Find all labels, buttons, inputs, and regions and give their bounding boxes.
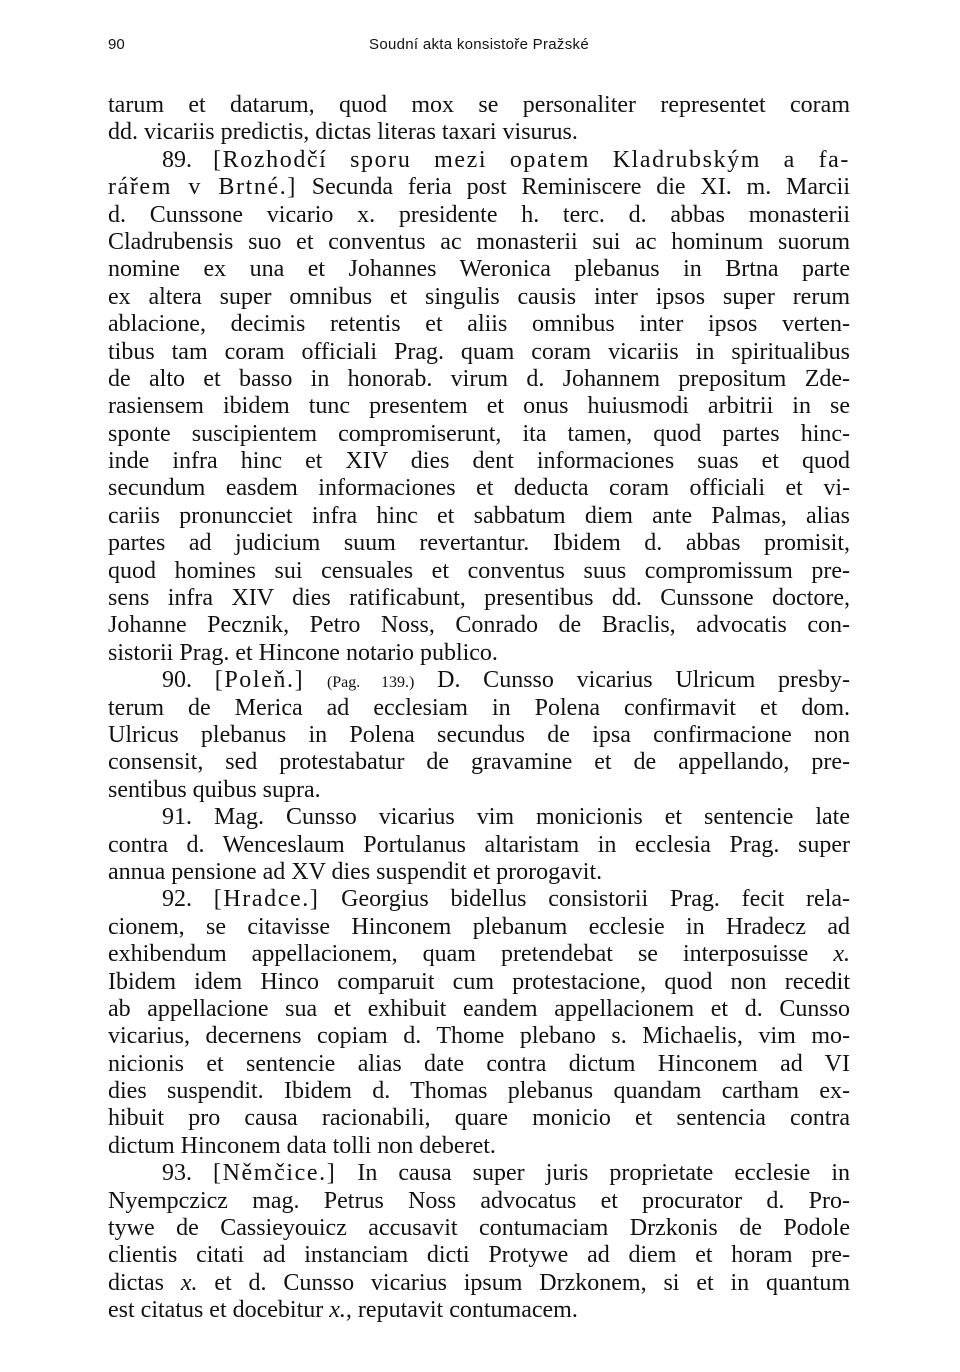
text-line xyxy=(108,311,850,338)
siglum: x., xyxy=(329,1297,352,1324)
text-line xyxy=(108,859,850,886)
text-line xyxy=(108,914,850,941)
text-run: et d. Cunsso vicarius ipsum Drzkonem, si et in quantum xyxy=(214,1269,851,1296)
text-run: quod homines sui censuales et conventus suus compromissum pre- xyxy=(108,557,850,584)
text-run: hibuit pro causa racionabili, quare monicio et sentencia contra xyxy=(108,1105,850,1132)
text-line xyxy=(108,1188,850,1215)
text-run: vicarius, decernens copiam d. Thome plebano s. Michaelis, vim mo- xyxy=(108,1023,850,1050)
text-run: dictum Hinconem data tolli non deberet. xyxy=(108,1132,496,1159)
text-line xyxy=(108,1105,850,1132)
text-line xyxy=(108,202,850,229)
text-run: sistorii Prag. et Hincone notario publico. xyxy=(108,639,498,666)
text-run: ex altera super omnibus et singulis causis inter ipsos super rerum xyxy=(108,283,850,310)
running-head: Soudní akta konsistoře Pražské xyxy=(369,36,589,53)
text-run: exhibendum appellacionem, quam pretendebat se interposuisse xyxy=(108,941,809,968)
text-run: tibus tam coram officiali Prag. quam coram vicariis in spiritualibus xyxy=(108,338,850,365)
text-run: partes ad judicium suum revertantur. Ibidem d. abbas promisit, xyxy=(108,530,850,557)
text-run: de alto et basso in honorab. virum d. Johannem prepositum Zde- xyxy=(108,365,850,392)
text-run: Johanne Pecznik, Petro Noss, Conrado de Braclis, advocatis con- xyxy=(108,612,850,639)
text-run: cionem, se citavisse Hinconem plebanum ecclesie in Hradecz ad xyxy=(108,913,850,940)
text-run: dd. vicariis predictis, dictas literas taxari visurus. xyxy=(108,119,578,146)
text-line xyxy=(108,1133,850,1160)
text-line xyxy=(108,1297,850,1324)
text-line xyxy=(108,366,850,393)
text-run: inde infra hinc et XIV dies dent informaciones suas et quod xyxy=(108,448,850,475)
page-header xyxy=(108,36,850,60)
text-line xyxy=(108,530,850,557)
text-run: sponte suscipientem compromiserunt, ita tamen, quod partes hinc- xyxy=(108,420,850,447)
text-line xyxy=(108,558,850,585)
text-line xyxy=(108,448,850,475)
entry-number: 93. xyxy=(162,1160,192,1187)
text-run: reputavit contumacem. xyxy=(357,1297,578,1324)
text-run: Ibidem idem Hinco comparuit cum protestacione, quod non recedit xyxy=(108,968,850,995)
text-line xyxy=(108,722,850,749)
text-run: ablacione, decimis retentis et aliis omnibus inter ipsos verten- xyxy=(108,311,850,338)
page-number: 90 xyxy=(108,36,125,53)
text-line xyxy=(108,585,850,612)
text-run: annua pensione ad XV dies suspendit et prorogavit. xyxy=(108,858,603,885)
text-run: d. Cunssone vicario x. presidente h. terc. d. abbas monasterii xyxy=(108,201,850,228)
text-run: Cladrubensis suo et conventus ac monasterii sui ac hominum suorum xyxy=(108,228,850,255)
text-run: sens infra XIV dies ratificabunt, presentibus dd. Cunssone doctore, xyxy=(108,585,850,612)
entry-90-heading-line xyxy=(108,667,850,694)
text-line xyxy=(108,777,850,804)
entry-heading: [Rozhodčí sporu mezi opatem Kladrubským a fa- xyxy=(213,146,851,173)
text-run: secundum easdem informaciones et deducta coram officiali et vi- xyxy=(108,475,850,502)
text-line xyxy=(108,284,850,311)
entry-91-heading-line xyxy=(108,804,850,831)
text-line xyxy=(108,503,850,530)
text-line xyxy=(108,119,850,146)
text-line xyxy=(108,612,850,639)
text-run: Mag. Cunsso vicarius vim monicionis et sentencie late xyxy=(214,804,850,831)
entry-number: 91. xyxy=(162,804,192,831)
text-run: dictas xyxy=(108,1269,164,1296)
entry-heading: [Němčice.] xyxy=(213,1160,337,1187)
text-line xyxy=(108,475,850,502)
text-line xyxy=(108,421,850,448)
text-run: nomine ex una et Johannes Weronica plebanus in Brtna parte xyxy=(108,256,850,283)
text-line xyxy=(108,393,850,420)
text-run: Ulricus plebanus in Polena secundus de ipsa confirmacione non xyxy=(108,721,850,748)
text-run: dies suspendit. Ibidem d. Thomas plebanus quandam cartham ex- xyxy=(108,1078,850,1105)
text-line xyxy=(108,1242,850,1269)
text-run: D. Cunsso vicarius Ulricum presby- xyxy=(437,667,851,694)
text-run: Georgius bidellus consistorii Prag. fecit rela- xyxy=(341,886,851,913)
text-line xyxy=(108,1078,850,1105)
entry-number: 92. xyxy=(162,886,192,913)
text-run: tarum et datarum, quod mox se personaliter representet coram xyxy=(108,92,850,118)
text-line xyxy=(108,339,850,366)
entry-92-heading-line xyxy=(108,886,850,913)
text-run: cariis pronuncciet infra hinc et sabbatum diem ante Palmas, alias xyxy=(108,502,850,529)
siglum: x. xyxy=(833,941,850,968)
entry-heading: [Poleň.] xyxy=(214,667,305,694)
text-line xyxy=(108,1270,850,1297)
text-line xyxy=(108,996,850,1023)
text-run: tywe de Cassieyouicz accusavit contumaciam Drzkonis de Podole xyxy=(108,1215,850,1242)
text-run: clientis citati ad instanciam dicti Protywe ad diem et horam pre- xyxy=(108,1242,850,1269)
text-run: nicionis et sentencie alias date contra dictum Hinconem ad VI xyxy=(108,1050,850,1077)
text-run: In causa super juris proprietate ecclesie in xyxy=(357,1160,850,1187)
text-line xyxy=(108,256,850,283)
page-reference: (Pag. 139.) xyxy=(326,674,415,692)
text-run: rasiensem ibidem tunc presentem et onus huiusmodi arbitrii in se xyxy=(108,393,850,420)
entry-number: 90. xyxy=(162,667,192,694)
entry-93-heading-line xyxy=(108,1160,850,1187)
text-line xyxy=(108,749,850,776)
text-run: terum de Merica ad ecclesiam in Polena confirmavit et dom. xyxy=(108,694,850,721)
text-line xyxy=(108,229,850,256)
text-run: Nyempczicz mag. Petrus Noss advocatus et procurator d. Pro- xyxy=(108,1187,850,1214)
text-line xyxy=(108,174,850,201)
text-line xyxy=(108,969,850,996)
text-run: consensit, sed protestabatur de gravamine et de appellando, pre- xyxy=(108,749,850,776)
text-line xyxy=(108,1215,850,1242)
text-line xyxy=(108,1023,850,1050)
text-run: ab appellacione sua et exhibuit eandem appellacionem et d. Cunsso xyxy=(108,995,850,1022)
entry-heading: rářem v Brtné.] xyxy=(108,174,297,201)
text-line xyxy=(108,941,850,968)
text-line xyxy=(108,832,850,859)
text-run: est citatus et docebitur xyxy=(108,1297,324,1324)
entry-number: 89. xyxy=(162,146,192,173)
entry-89-heading-line xyxy=(108,147,850,174)
entry-heading: [Hradce.] xyxy=(213,886,320,913)
text-line xyxy=(108,1051,850,1078)
text-run: sentibus quibus supra. xyxy=(108,776,321,803)
siglum: x. xyxy=(180,1269,198,1296)
text-line xyxy=(108,640,850,667)
text-run: Secunda feria post Reminiscere die XI. m. Marcii xyxy=(311,174,850,201)
text-line xyxy=(108,695,850,722)
text-run: contra d. Wenceslaum Portulanus altaristam in ecclesia Prag. super xyxy=(108,831,850,858)
body-text xyxy=(108,92,850,1325)
text-line xyxy=(108,92,850,119)
